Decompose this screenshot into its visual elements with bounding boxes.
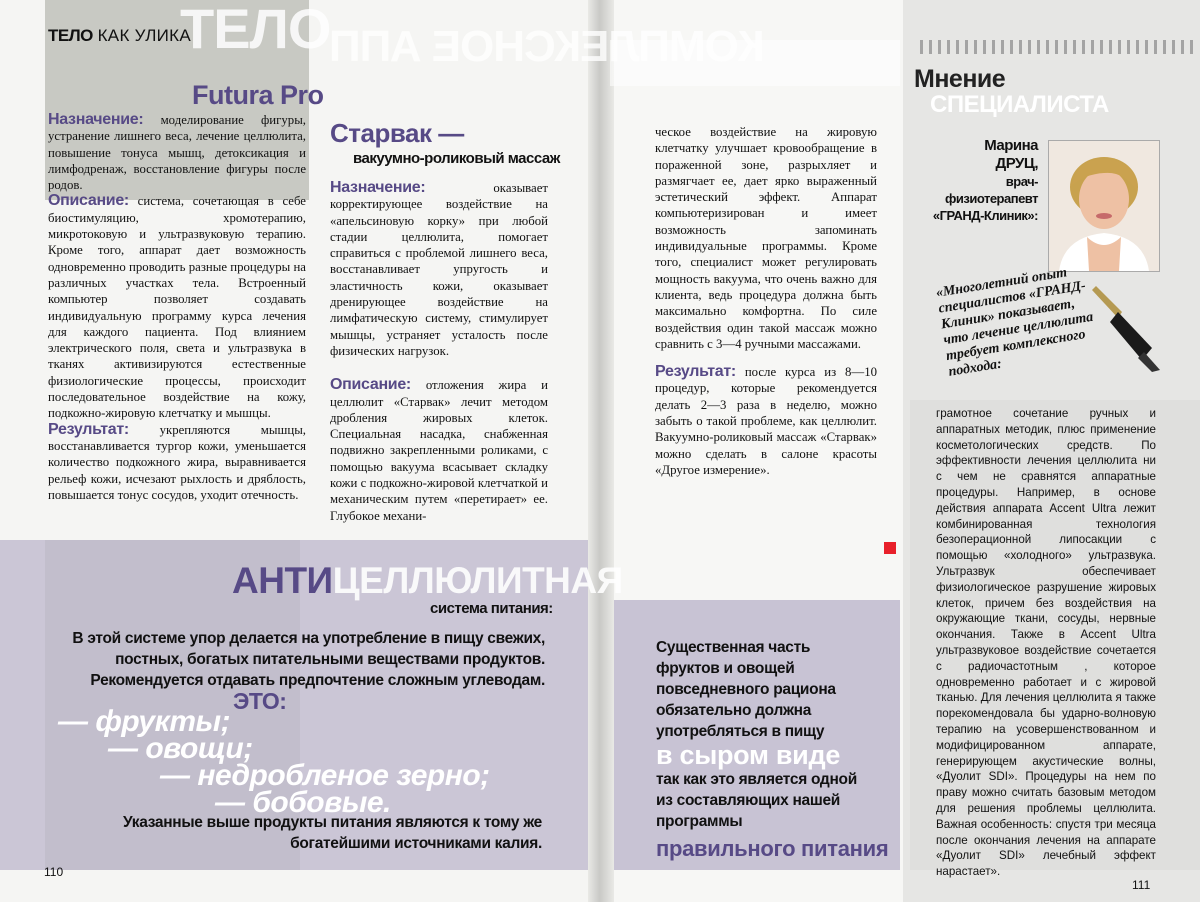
starvak-continued — [655, 124, 877, 478]
futura-purpose-text: моделирование фигуры, устранение лишнего веса, лечение целлюлита, повышение тонуса мышц, детоксикация и лимфодренаж, восстановление фигуры после родов. — [48, 113, 306, 193]
portrait-image — [1049, 141, 1159, 271]
expert-body: грамотное сочетание ручных и аппаратных методик, плюс применение косметологических средств. По эффективности лечения целлюлита ни с чем не сравнятся аппаратные процедуры. Например, в основе действия аппарата Accent Ultra лежит комбинированная технология безоперационной липосакции с помощью «холодного» ультразвука. Ультразвук обеспечивает физиологическое разрушение жировых клеток, причем без воздействия на окружающие ткани, сосуды, нервные окончания. Также в Accent Ultra ультразвуковое воздействие сочетается с радиочастотным , которое одновременно работает и с жировой тканью. Для лечения целлюлита я также порекомендовала бы ударно-волновую терапию на усовершенствованном и модифицированном аппарате, генерирующем акустические волны, «Дуолит SDI». Процедуры на нем по праву можно считать базовым методом для решения проблемы целлюлита. Важная особенность: спустя три месяца после окончания лечения на аппарате «Дуолит SDI» лечебный эффект нарастает». — [936, 407, 1156, 879]
section-header-rest: КАК УЛИКА — [97, 26, 192, 45]
starvak-result — [655, 364, 877, 478]
expert-photo — [1048, 140, 1160, 272]
expert-heading1: Мнение — [914, 65, 1006, 93]
starvak-result-label: Результат: — [655, 363, 736, 381]
diet-item-grain: — недробленое зерно; — [160, 759, 490, 792]
red-marker — [884, 542, 896, 554]
expert-name2: ДРУЦ, — [995, 155, 1038, 172]
futura-result-text: укрепляются мышцы, восстанавливается тургор кожи, уменьшается количество подкожного жира, выравнивается рельеф кожи, исчезают рыхлость и дряблость, повышается тонус сосудов, уходит отечность. — [48, 422, 307, 502]
diet-intro: В этой системе упор делается на употребление в пищу свежих, постных, богатых питательными веществами продуктов. Рекомендуется отдавать предпочтение сложным углеводам. — [72, 630, 545, 689]
diet-title — [232, 561, 623, 601]
starvak-purpose-label: Назначение: — [330, 179, 426, 196]
diet-item-vegetables: — овощи; — [108, 732, 253, 765]
futura-article — [48, 112, 306, 503]
diet-footer: Указанные выше продукты питания являются к тому же богатейшими источниками калия. — [123, 814, 542, 852]
diet-item-fruits: — фрукты; — [58, 705, 231, 738]
diet-eto: ЭТО: — [233, 688, 287, 714]
expert-role1: врач- — [1005, 174, 1038, 189]
futura-title: Futura Pro — [192, 80, 324, 110]
section-header — [48, 26, 191, 46]
page-number-right: 111 — [1132, 878, 1151, 892]
starvak-purpose — [330, 180, 548, 359]
diet-right-text2: так как это является одной из составляющих нашей программы — [656, 771, 857, 830]
diet-right-big2: правильного питания — [656, 836, 889, 861]
starvak-title: Старвак — — [330, 118, 464, 148]
diet-right-block — [656, 637, 889, 866]
futura-desc-text: система, сочетающая в себе биостимуляцию, хромотерапию, микротоковую и ультразвуковую терапию. Кроме того, аппарат дает возможность одновременно проводить разные процедуры на различных участках тела. Встроенный компьютер позволяет создавать индивидуальную программу курса лечения для каждого пациента. Под влиянием электрического поля, света и ультразвука в тканях активизируются естественные физиологические процессы, происходит последовательное воздействие на кожу, подкожно-жировую клетчатку и мышцы. — [48, 194, 306, 421]
expert-name1: Марина — [984, 137, 1038, 154]
expert-role2: физиотерапевт — [945, 191, 1038, 206]
expert-clinic: «ГРАНД-Клиник»: — [932, 208, 1038, 223]
section-header-bold: ТЕЛО — [48, 26, 93, 45]
futura-purpose-label: Назначение: — [48, 111, 144, 128]
futura-result-label: Результат: — [48, 420, 129, 438]
spiral-binding — [920, 40, 1195, 54]
ghost-title: ТЕЛО — [180, 0, 331, 60]
diet-right-text1: Существенная часть фруктов и овощей повседневного рациона обязательно должна употребляться в пищу — [656, 639, 836, 740]
diet-title-anti: АНТИ — [232, 560, 333, 601]
starvak-result-text: после курса из 8—10 процедур, которые рекомендуется делать 2—3 раза в неделю, можно забыть о такой проблеме, как целлюлит. Вакуумно-роликовый массаж «Старвак» можно сделать в салоне красоты «Другое измерение». — [655, 365, 878, 477]
expert-heading2: СПЕЦИАЛИСТА — [930, 91, 1109, 118]
starvak-purpose-text: оказывает корректирующее воздействие на «апельсиновую корку» при любой стадии целлюлита, помогает справиться с проблемой лишнего веса, восстанавливает упругость и эластичность кожи, оказывает дренирующее воздействие на лимфатическую систему, стимулирует мышцы, устраняет усталость после физических нагрузок. — [330, 181, 548, 358]
diet-subtitle: система питания: — [430, 600, 553, 617]
futura-purpose — [48, 112, 306, 193]
futura-desc-label: Описание: — [48, 192, 129, 210]
ghost-mirror-title: КОМПЛЕКСНОЕ АПП — [330, 22, 765, 71]
starvak-desc-label: Описание: — [330, 376, 411, 394]
futura-description — [48, 193, 306, 421]
diet-item-beans: — бобовые. — [215, 786, 391, 819]
diet-title-rest: ЦЕЛЛЮЛИТНАЯ — [332, 560, 623, 601]
expert-quote: «Многолетний опыт специалистов «ГРАНД-Клиник» показывает, что лечение целлюлита требует комплексного подхода: — [935, 265, 1095, 380]
starvak-subtitle: вакуумно-роликовый массаж — [353, 150, 560, 167]
starvak-article — [330, 180, 548, 524]
starvak-col3-text: ческое воздействие на жировую клетчатку улучшает кровообращение в пораженной зоне, разрыхляет и размягчает ее, дает ярко выраженный эстетический эффект. Аппарат компьютеризирован и имеет возможность запоминать индивидуальные программы. Кроме того, специалист может регулировать мощность вакуума, что очень важно для клиента, ведь процедура должна быть максимально комфортна. По силе воздействия один такой массаж можно сравнить с 3—4 ручными массажами. — [655, 125, 877, 351]
diet-right-big1: в сыром виде — [656, 740, 841, 770]
futura-result — [48, 422, 306, 503]
expert-credentials — [905, 137, 1038, 224]
page-number-left: 110 — [44, 865, 64, 879]
starvak-desc-text: отложения жира и целлюлит «Старвак» лечит методом дробления жировых клеток. Специальная насадка, снабженная подвижно закрепленными роликами, с помощью вакуума всасывает складку кожи с подкожно-жировой клетчаткой и механическим путем «перетирает» ее. Глубокое механи- — [330, 378, 549, 523]
diet-food-list — [58, 705, 490, 819]
starvak-description — [330, 377, 548, 524]
spine-gutter — [588, 0, 614, 902]
